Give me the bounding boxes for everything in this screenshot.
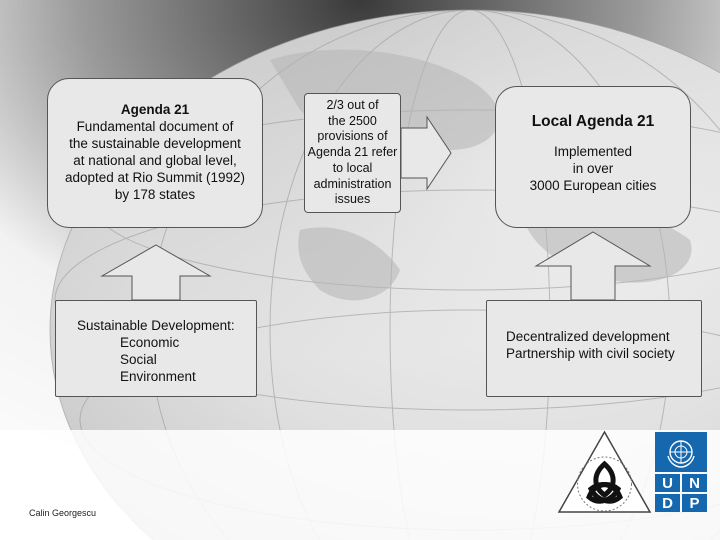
decent-box-line: Partnership with civil society — [506, 346, 675, 361]
local-box-line: 3000 European cities — [529, 178, 657, 193]
provisions-box-line: issues — [334, 192, 371, 207]
provisions-box-line: the 2500 — [328, 113, 377, 128]
agenda-box-line: at national and global level, — [73, 153, 237, 168]
author-name: Calin Georgescu — [29, 508, 97, 518]
sustain-box-line: Social — [120, 352, 157, 367]
agenda-box-line: adopted at Rio Summit (1992) — [64, 170, 246, 185]
agenda-box-line: the sustainable development — [69, 136, 241, 151]
decentralized-development-box — [486, 300, 702, 397]
undp-letter: U — [655, 474, 680, 492]
triquetra-seal-icon — [556, 429, 653, 515]
un-emblem-icon — [655, 432, 707, 472]
agenda-box-title: Agenda 21 — [120, 102, 190, 117]
provisions-box — [304, 93, 401, 213]
undp-letter: P — [682, 494, 707, 512]
agenda-21-box — [47, 78, 263, 228]
provisions-box-line: 2/3 out of — [326, 98, 379, 112]
undp-logo — [655, 432, 707, 512]
local-agenda-box — [495, 86, 691, 228]
undp-letter: D — [655, 494, 680, 512]
undp-letter: N — [682, 474, 707, 492]
provisions-box-line: administration — [313, 176, 392, 191]
provisions-box-line: provisions of — [317, 129, 388, 144]
sustainable-development-box — [55, 300, 257, 397]
agenda-box-line: Fundamental document of — [76, 119, 234, 134]
decent-box-line: Decentralized development — [506, 329, 670, 344]
agenda-box-line: by 178 states — [114, 187, 196, 202]
sustain-box-line: Environment — [120, 369, 196, 384]
sustain-box-heading: Sustainable Development: — [77, 318, 235, 333]
sustain-box-line: Economic — [120, 335, 180, 350]
provisions-box-line: Agenda 21 refer — [307, 145, 398, 160]
local-box-line: Implemented — [553, 144, 633, 159]
local-box-title: Local Agenda 21 — [531, 113, 655, 130]
provisions-box-line: to local — [332, 160, 373, 175]
local-box-line: in over — [572, 161, 614, 176]
